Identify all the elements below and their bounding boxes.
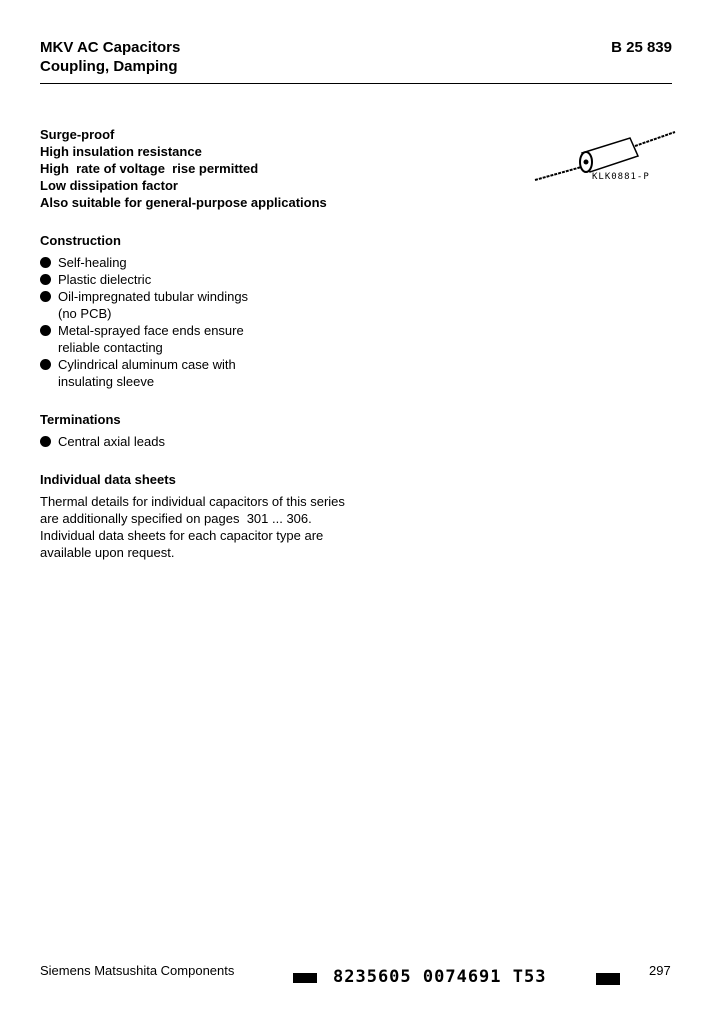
paragraph-line: Thermal details for individual capacitors of this series xyxy=(40,494,345,509)
terminations-list xyxy=(40,433,165,450)
header-rule xyxy=(40,83,672,84)
paragraph-line: available upon request. xyxy=(40,545,175,560)
feature: High rate of voltage rise permitted xyxy=(40,161,259,176)
barcode-block-icon xyxy=(596,973,620,985)
list-item xyxy=(40,356,248,390)
footer-company: Siemens Matsushita Components xyxy=(40,963,235,978)
barcode-block-icon xyxy=(293,973,317,983)
item-text: Plastic dielectric xyxy=(58,272,152,287)
figure-caption: KLK0881-P xyxy=(592,172,650,182)
item-text: Metal-sprayed face ends ensure reliable contacting xyxy=(58,323,244,355)
list-item xyxy=(40,271,248,288)
construction-list xyxy=(40,254,248,390)
datasheets-paragraph xyxy=(40,493,345,561)
bullet-icon xyxy=(40,257,51,268)
datasheets-heading: Individual data sheets xyxy=(40,472,176,487)
list-item xyxy=(40,433,165,450)
list-item xyxy=(40,322,248,356)
bullet-icon xyxy=(40,436,51,447)
feature: Surge-proof xyxy=(40,127,115,142)
item-text: Self-healing xyxy=(58,255,127,270)
part-number: B 25 839 xyxy=(611,39,672,56)
feature: Low dissipation factor xyxy=(40,178,178,193)
paragraph-line: Individual data sheets for each capacitor type are xyxy=(40,528,324,543)
list-item xyxy=(40,288,248,322)
item-text: Central axial leads xyxy=(58,434,165,449)
construction-heading: Construction xyxy=(40,233,121,248)
bullet-icon xyxy=(40,359,51,370)
paragraph-line: are additionally specified on pages 301 ... 306. xyxy=(40,511,312,526)
list-item xyxy=(40,254,248,271)
item-text: Oil-impregnated tubular windings (no PCB) xyxy=(58,289,249,321)
bullet-icon xyxy=(40,325,51,336)
feature-list xyxy=(40,126,327,211)
feature: High insulation resistance xyxy=(40,144,202,159)
title-line-2: Coupling, Damping xyxy=(40,58,178,75)
bullet-icon xyxy=(40,291,51,302)
item-text: Cylindrical aluminum case with insulating sleeve xyxy=(58,357,236,389)
terminations-heading: Terminations xyxy=(40,412,121,427)
title-line-1: MKV AC Capacitors xyxy=(40,39,181,56)
footer-barcode: 8235605 0074691 T53 xyxy=(333,967,547,987)
page-number: 297 xyxy=(649,963,671,978)
bullet-icon xyxy=(40,274,51,285)
feature: Also suitable for general-purpose applications xyxy=(40,195,327,210)
